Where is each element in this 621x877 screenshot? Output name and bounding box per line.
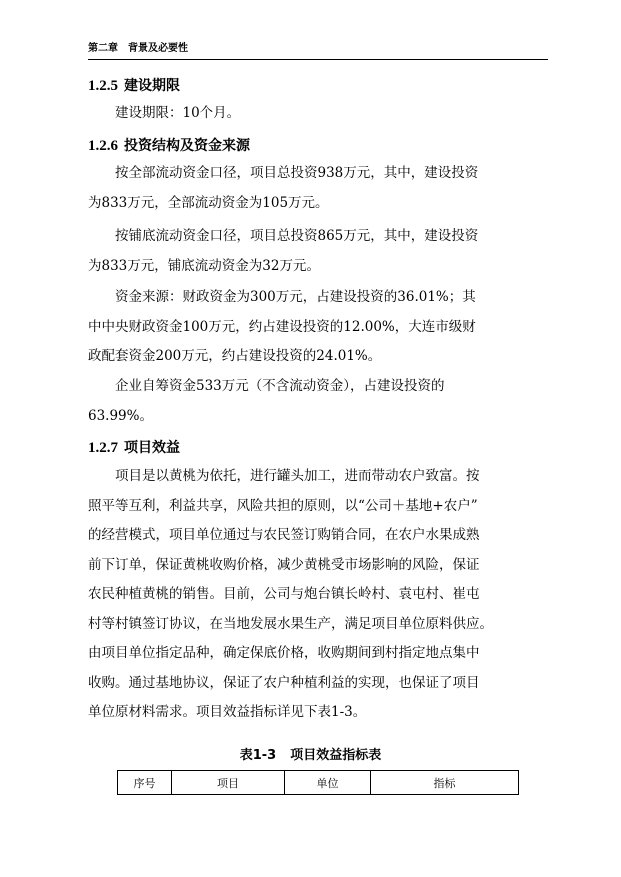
table-caption-title: 项目效益指标表 — [290, 748, 382, 763]
section-heading — [88, 75, 180, 95]
section-title: 建设期限 — [124, 78, 180, 94]
paragraph: 建设期限：10个月。 — [88, 105, 241, 121]
paragraph: 按全部流动资金口径，项目总投资938万元，其中，建设投资 为833万元，全部流动资金为105万元。 — [88, 165, 479, 211]
section-number: 1.2.6 — [88, 138, 118, 154]
section-number: 1.2.5 — [88, 78, 118, 94]
table-header-cell: 单位 — [285, 771, 371, 795]
paragraph: 按铺底流动资金口径，项目总投资865万元，其中，建设投资 为833万元，铺底流动资金为32万元。 — [88, 228, 479, 274]
section-title: 投资结构及资金来源 — [124, 138, 250, 154]
table-header-cell: 指标 — [371, 771, 519, 795]
paragraph: 资金来源：财政资金为300万元，占建设投资的36.01%；其 中中央财政资金100万元，约占建设投资的12.00%，大连市级财 政配套资金200万元，约占建设投资的24.01%。 — [88, 289, 476, 364]
table-caption-number: 表1-3 — [239, 748, 277, 763]
section-heading — [88, 437, 180, 457]
section-heading — [88, 135, 250, 155]
chapter-title: 第二章 背景及必要性 — [88, 43, 188, 54]
section-number: 1.2.7 — [88, 440, 118, 456]
table-header-cell: 项目 — [172, 771, 285, 795]
section-title: 项目效益 — [124, 440, 180, 456]
table-caption — [0, 744, 621, 763]
paragraph: 企业自筹资金533万元（不含流动资金），占建设投资的 63.99%。 — [88, 378, 445, 424]
table-header-cell: 序号 — [118, 771, 172, 795]
benefit-indicator-table — [117, 770, 519, 795]
table-header-row — [118, 771, 519, 795]
running-header — [88, 40, 548, 60]
paragraph: 项目是以黄桃为依托，进行罐头加工，进而带动农户致富。按 照平等互利，利益共享，风险共担的原则，以“公司＋基地+农户” 的经营模式，项目单位通过与农民签订购销合同，在农户水果成熟 前下订单，保证黄桃收购价格，减少黄桃受市场影响的风险，保证 农民种植黄桃的销售。目前，公司与炮台镇长岭村、袁屯村、崔屯 村等村镇签订协议，在当地发展水果生产，满足项目单位原料供应。 由项目单位指定品种，确定保底价格，收购期间到村指定地点集中 收购。通过基地协议，保证了农户种植利益的实现，也保证了项目 单位原材料需求。项目效益指标详见下表1-3。 — [88, 468, 493, 720]
